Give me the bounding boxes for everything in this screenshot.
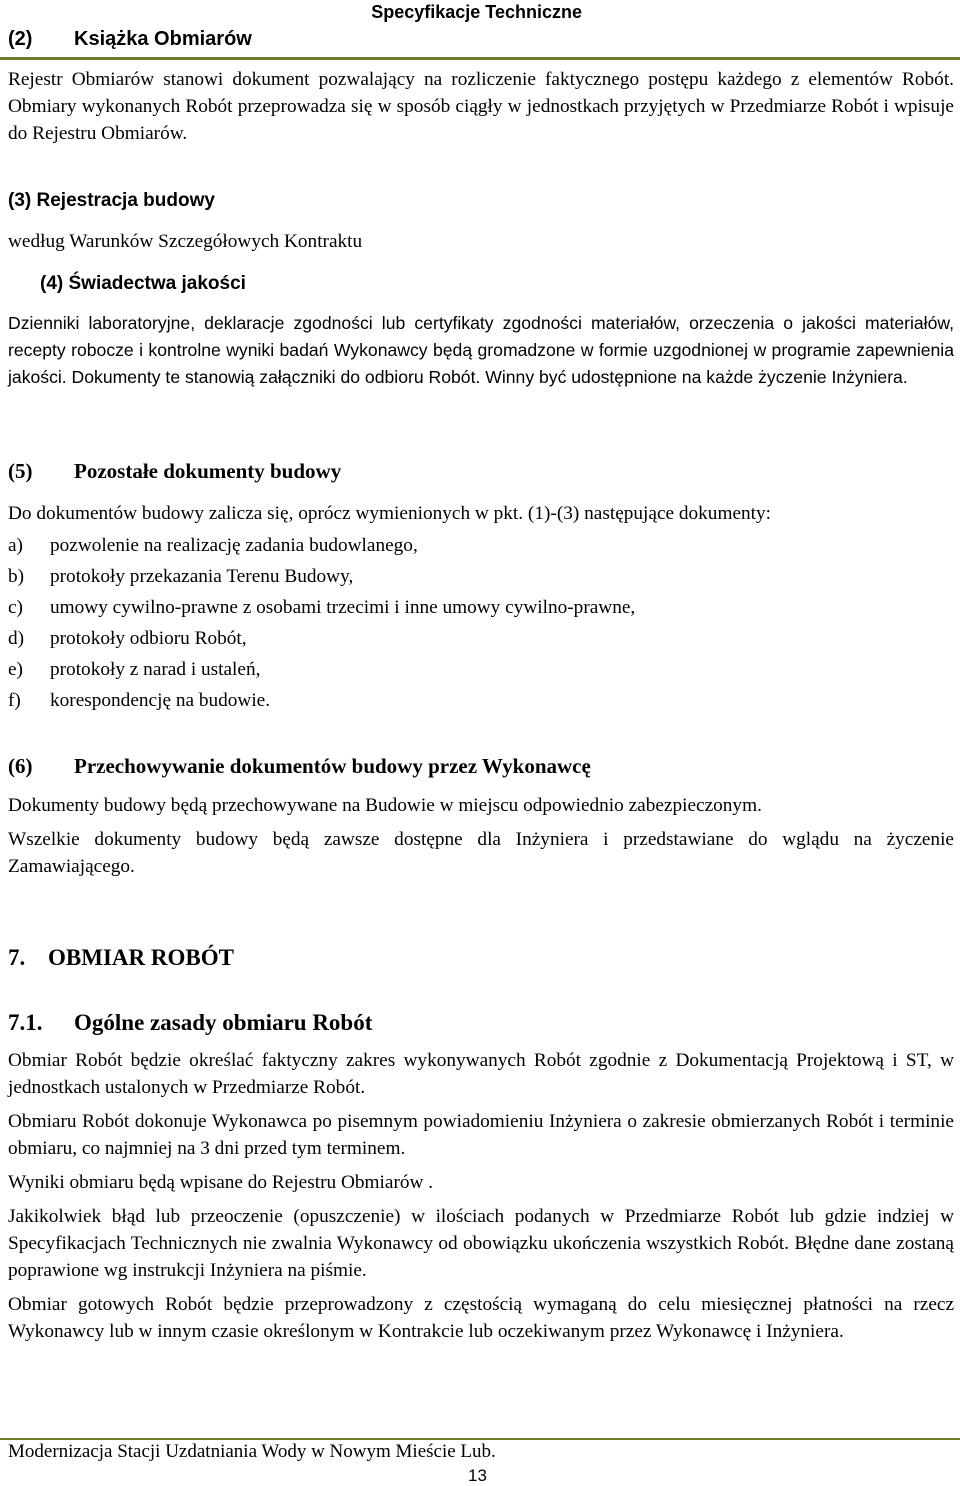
subsection-number: 7.1. [8, 1010, 43, 1035]
section-7-1-body [8, 1047, 954, 1345]
footer-rule [0, 1438, 960, 1440]
subsection-title: Ogólne zasady obmiaru Robót [74, 1010, 373, 1035]
subsection-heading-7-1 [8, 1009, 954, 1036]
paragraph: Do dokumentów budowy zalicza się, oprócz wymienionych w pkt. (1)-(3) następujące dokumenty: [8, 503, 772, 524]
section-heading-4: (4) Świadectwa jakości [40, 273, 246, 294]
footer-project-title: Modernizacja Stacji Uzdatniania Wody w Nowym Mieście Lub. [8, 1441, 496, 1462]
section-heading-2 [8, 28, 252, 51]
paragraph: Dokumenty budowy będą przechowywane na Budowie w miejscu odpowiednio zabezpieczonym. [8, 795, 762, 816]
paragraph: Jakikolwiek błąd lub przeoczenie (opuszczenie) w ilościach podanych w Przedmiarze Robót lub gdzie indziej w Specyfikacjach Technicznych nie zwalnia Wykonawcy od obowiązku ukończenia wszystkich Robót. Błędne dane zostaną poprawione wg instrukcji Inżyniera na piśmie. [8, 1206, 954, 1281]
paragraph: Rejestr Obmiarów stanowi dokument pozwalający na rozliczenie faktycznego postępu każdego z elementów Robót. Obmiary wykonanych Robót przeprowadza się w sposób ciągły w jednostkach przyjętych w Przedmiarze Robót i wpisuje do Rejestru Obmiarów. [8, 69, 954, 144]
section-6-body [8, 826, 954, 880]
page-number: 13 [468, 1466, 487, 1485]
section-heading-5 [8, 458, 954, 485]
section-number: (6) [8, 754, 33, 778]
header-title: Specyfikacje Techniczne [371, 2, 582, 22]
section-2-body [8, 66, 954, 147]
list-item: a) pozwolenie na realizację zadania budowlanego, [8, 535, 418, 556]
paragraph: Wszelkie dokumenty budowy będą zawsze dostępne dla Inżyniera i przedstawiane do wglądu na życzenie Zamawiającego. [8, 829, 954, 877]
list-item: b) protokoły przekazania Terenu Budowy, [8, 566, 354, 587]
section-title: Przechowywanie dokumentów budowy przez Wykonawcę [74, 754, 591, 778]
document-list [8, 532, 954, 718]
section-title: Pozostałe dokumenty budowy [74, 459, 342, 483]
paragraph: Obmiar Robót będzie określać faktyczny zakres wykonywanych Robót zgodnie z Dokumentacją Projektową i ST, w jednostkach ustalonych w Przedmiarze Robót. [8, 1050, 954, 1098]
chapter-title: OBMIAR ROBÓT [48, 945, 234, 970]
paragraph: Obmiaru Robót dokonuje Wykonawca po pisemnym powiadomieniu Inżyniera o zakresie obmierzanych Robót i terminie obmiaru, co najmniej na 3 dni przed tym terminem. [8, 1111, 954, 1159]
section-title: Książka Obmiarów [74, 28, 252, 50]
chapter-heading-7 [8, 944, 954, 971]
list-item: d) protokoły odbioru Robót, [8, 628, 247, 649]
section-heading-3: (3) Rejestracja budowy [8, 190, 215, 211]
list-item: c) umowy cywilno-prawne z osobami trzecimi i inne umowy cywilno-prawne, [8, 597, 636, 618]
paragraph: Obmiar gotowych Robót będzie przeprowadzony z częstością wymaganą do celu miesięcznej płatności na rzecz Wykonawcy lub w innym czasie określonym w Kontrakcie lub oczekiwanym przez Wykonawcę i Inżyniera. [8, 1294, 954, 1342]
section-heading-6 [8, 753, 954, 780]
paragraph: według Warunków Szczegółowych Kontraktu [8, 231, 363, 252]
chapter-number: 7. [8, 945, 26, 970]
list-item: e) protokoły z narad i ustaleń, [8, 659, 261, 680]
paragraph: Dzienniki laboratoryjne, deklaracje zgodności lub certyfikaty zgodności materiałów, orzeczenia o jakości materiałów, recepty robocze i kontrolne wyniki badań Wykonawcy będą gromadzone w formie uzgodnionej w programie zapewnienia jakości. Dokumenty te stanowią załączniki do odbioru Robót. Winny być udostępnione na każde życzenie Inżyniera. [8, 313, 954, 387]
paragraph: Wyniki obmiaru będą wpisane do Rejestru Obmiarów . [8, 1172, 434, 1193]
section-4-body [8, 310, 954, 391]
header-rule [0, 57, 960, 60]
section-number: (2) [8, 28, 33, 50]
section-number: (5) [8, 459, 33, 483]
list-item: f) korespondencję na budowie. [8, 690, 271, 711]
